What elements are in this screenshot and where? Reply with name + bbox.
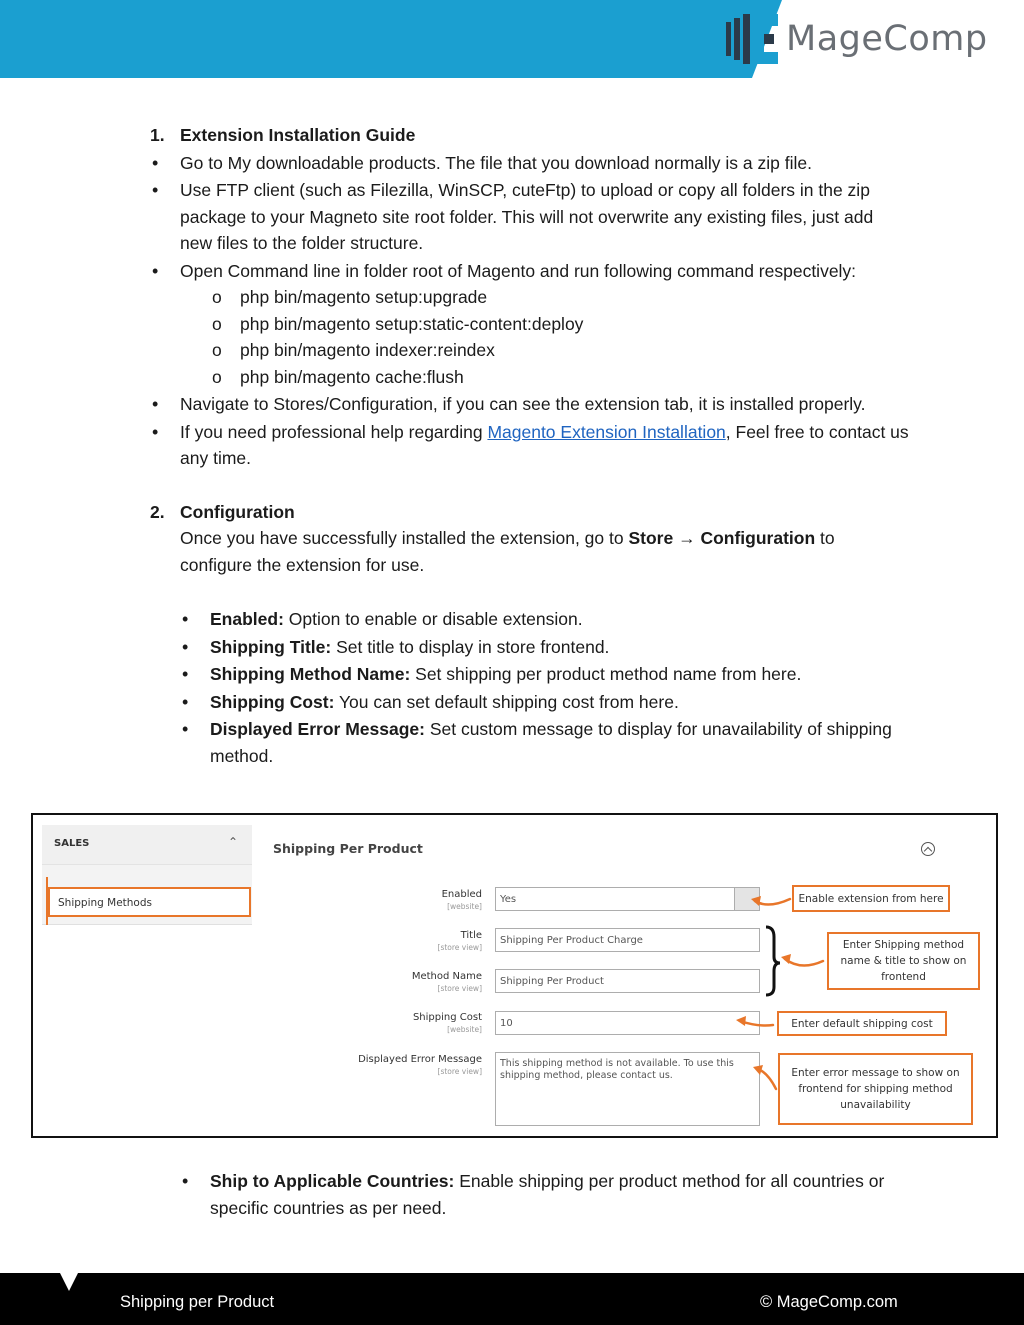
sidebar-item-label: Shipping Methods [58, 897, 152, 909]
page-footer [0, 1273, 1024, 1325]
document-body [150, 122, 910, 769]
arrowhead-error [753, 1065, 763, 1075]
footer-notch [60, 1273, 78, 1291]
header-band [0, 0, 752, 78]
arrowhead-cost [736, 1016, 746, 1026]
callout-enable: Enable extension from here [792, 885, 950, 912]
shipping-cost-input[interactable]: 10 [495, 1011, 760, 1035]
arrow-name-title [785, 959, 823, 966]
bullet-item: • Navigate to Stores/Configuration, if you can see the extension tab, it is installed properly. [150, 391, 910, 418]
command-item: o php bin/magento cache:flush [150, 364, 910, 391]
section-heading-installation [150, 122, 910, 149]
enabled-label: Enabled [website] [441, 889, 482, 911]
section-number: 1. [150, 125, 165, 145]
callout-arrows [33, 815, 1000, 1140]
option-item: • Displayed Error Message: Set custom message to display for unavailability of shipping method. [150, 716, 910, 769]
configuration-screenshot [31, 813, 998, 1138]
section-title: Configuration [180, 501, 295, 522]
sub-bullet-icon: o [212, 313, 222, 334]
option-item: • Shipping Title: Set title to display in store frontend. [150, 634, 910, 661]
document-body-continued [150, 1167, 910, 1221]
footer-copyright: © MageComp.com [760, 1293, 898, 1311]
sub-bullet-icon: o [212, 287, 222, 307]
arrow-enable [755, 899, 790, 905]
arrowhead-enable [751, 896, 761, 906]
callout-cost: Enter default shipping cost [777, 1011, 947, 1036]
bullet-item: • Go to My downloadable products. The file that you download normally is a zip file. [150, 150, 910, 177]
chevron-up-icon: ⌃ [228, 835, 239, 849]
arrow-right-icon: → [678, 528, 696, 548]
command-item: o php bin/magento setup:upgrade [150, 284, 910, 311]
sub-bullet-icon: o [212, 366, 222, 387]
error-message-label: Displayed Error Message [store view] [358, 1054, 482, 1076]
installation-link[interactable]: Magento Extension Installation [487, 421, 726, 442]
footer-product-name: Shipping per Product [120, 1293, 275, 1311]
error-message-textarea[interactable]: This shipping method is not available. To use this shipping method, please contact us. [495, 1052, 760, 1126]
command-item: o php bin/magento indexer:reindex [150, 337, 910, 364]
logo-text: MageComp [786, 19, 988, 59]
command-item: o php bin/magento setup:static-content:deploy [150, 311, 910, 338]
title-label: Title [store view] [437, 930, 482, 952]
magecomp-logo-icon [724, 12, 780, 66]
callout-error: Enter error message to show on frontend for shipping method unavailability [778, 1053, 973, 1125]
title-input[interactable]: Shipping Per Product Charge [495, 928, 760, 952]
option-item: • Shipping Method Name: Set shipping per product method name from here. [150, 661, 910, 688]
section-heading-configuration [150, 499, 910, 526]
bullet-item-help: • If you need professional help regarding Magento Extension Installation, Feel free to contact us any time. [150, 419, 910, 472]
configuration-intro: Once you have successfully installed the extension, go to Store → Configuration to configure the extension for use. [180, 528, 835, 575]
bullet-item: • Use FTP client (such as Filezilla, WinSCP, cuteFtp) to upload or copy all folders in the zip package to your Magneto site root folder. This will not overwrite any existing files, just add new files to the folder structure. [150, 177, 910, 257]
enabled-select[interactable]: Yes [495, 887, 760, 911]
brace-icon [766, 927, 780, 995]
method-name-label: Method Name [store view] [411, 971, 482, 993]
sidebar-section-title: SALES [54, 838, 90, 849]
magecomp-logo [724, 12, 988, 66]
callout-name-title: Enter Shipping method name & title to show on frontend [827, 932, 980, 990]
option-item: • Enabled: Option to enable or disable extension. [150, 606, 910, 633]
page-header [0, 0, 1024, 80]
shipping-cost-label: Shipping Cost [website] [412, 1012, 482, 1034]
bullet-item: • Open Command line in folder root of Magento and run following command respectively: [150, 258, 910, 285]
sub-bullet-icon: o [212, 340, 222, 360]
option-item: • Shipping Cost: You can set default shipping cost from here. [150, 689, 910, 716]
config-section-title: Shipping Per Product [273, 841, 423, 856]
section-title: Extension Installation Guide [180, 125, 416, 145]
section-number: 2. [150, 501, 165, 522]
method-name-input[interactable]: Shipping Per Product [495, 969, 760, 993]
option-item: • Ship to Applicable Countries: Enable shipping per product method for all countries or specific countries as per need. [150, 1168, 910, 1221]
